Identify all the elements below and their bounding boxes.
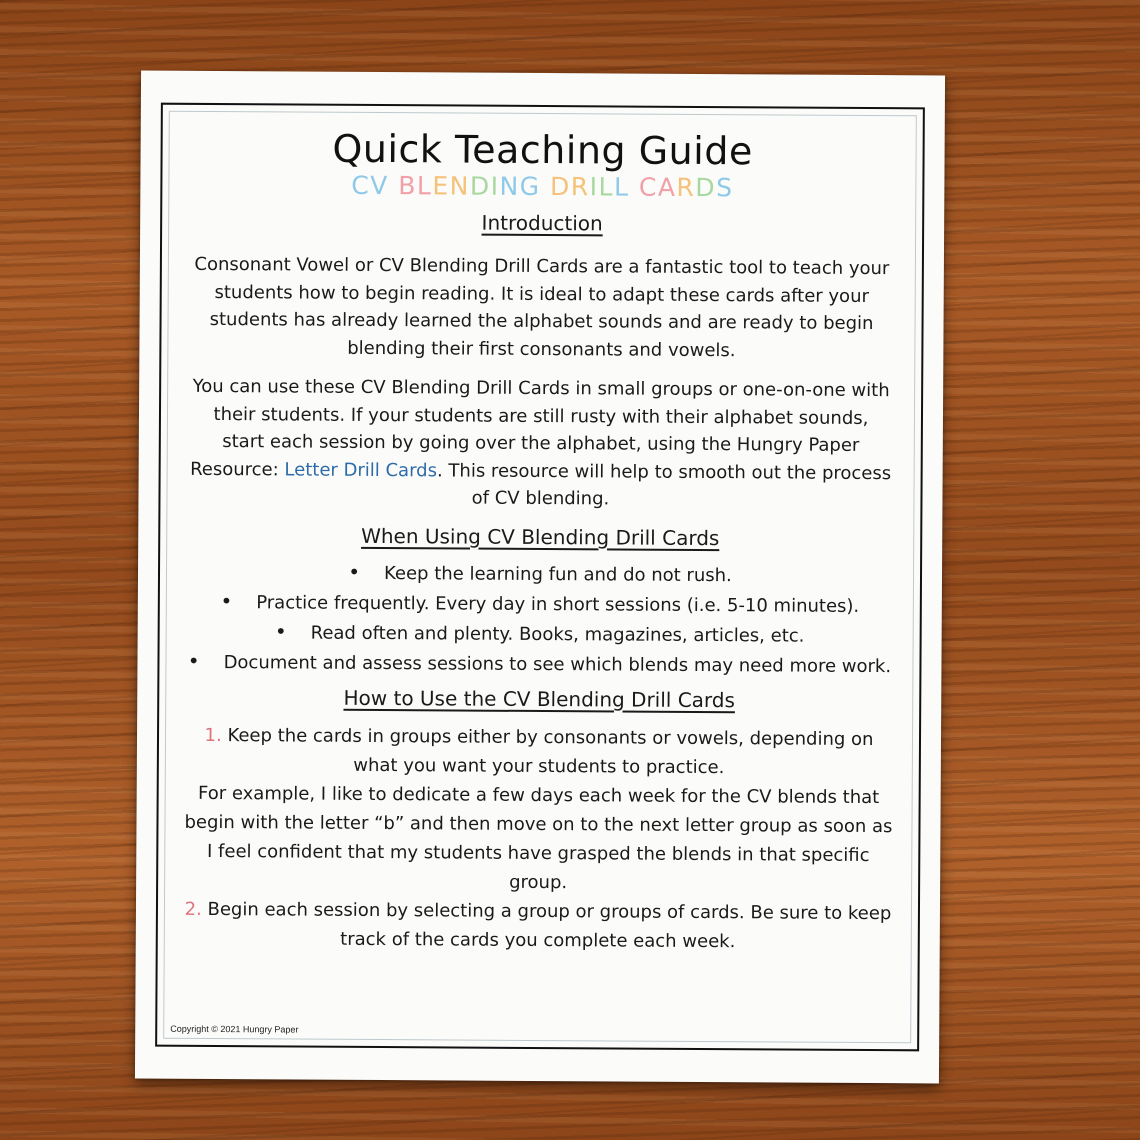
- how-to-use-heading: How to Use the CV Blending Drill Cards: [343, 685, 736, 712]
- subtitle-letter: C: [351, 170, 371, 200]
- letter-drill-cards-link[interactable]: Letter Drill Cards: [284, 458, 438, 481]
- intro-paragraph-2-end: . This resource will help to smooth out the process of CV blending.: [436, 459, 892, 510]
- intro-paragraph-2-start: You can use these CV Blending Drill Cards in small groups or one-on-one with their students. If your students are still rusty with their alphabet sounds, start each session by going over the alphabet, using the Hungry Paper Resource:: [190, 375, 890, 480]
- subtitle-letter: C: [638, 172, 658, 202]
- intro-paragraph-2: [177, 373, 904, 515]
- subtitle-letter: I: [490, 171, 500, 201]
- page-border: [155, 103, 925, 1052]
- subtitle-letter: D: [695, 172, 717, 203]
- list-item: • Practice frequently. Every day in short sessions (i.e. 5-10 minutes).: [187, 586, 893, 620]
- subtitle-letter: D: [549, 172, 571, 202]
- step-1-number: 1.: [204, 724, 222, 746]
- subtitle-letter: R: [676, 172, 696, 202]
- page-subtitle: [179, 170, 905, 203]
- subtitle-letter: I: [589, 172, 599, 202]
- subtitle-letter: G: [519, 171, 541, 201]
- subtitle-letter: R: [570, 172, 590, 202]
- tips-list: [176, 556, 903, 680]
- subtitle-letter: N: [499, 171, 520, 201]
- step-2: [175, 894, 901, 956]
- subtitle-letter: E: [432, 171, 450, 201]
- step-1-example: For example, I like to dedicate a few days each week for the CV blends that begin with the letter “b” and then move on to the next letter group as soon as I feel confident that my students have grasped the blends in that specific group.: [184, 782, 893, 893]
- page-content: [175, 122, 906, 957]
- subtitle-letter: [389, 171, 399, 200]
- subtitle-letter: L: [598, 172, 615, 202]
- list-item: • Read often and plenty. Books, magazines, articles, etc.: [187, 616, 893, 650]
- list-item: • Keep the learning fun and do not rush.: [187, 556, 893, 590]
- step-2-text: Begin each session by selecting a group or groups of cards. Be sure to keep track of the cards you complete each week.: [207, 898, 892, 952]
- subtitle-letter: D: [469, 171, 491, 201]
- subtitle-letter: B: [398, 171, 418, 201]
- subtitle-letter: L: [613, 172, 630, 202]
- step-2-number: 2.: [184, 898, 202, 920]
- step-1: [176, 720, 902, 782]
- subtitle-letter: [629, 173, 639, 202]
- when-using-heading: When Using CV Blending Drill Cards: [361, 523, 720, 550]
- subtitle-letter: L: [416, 171, 433, 201]
- copyright-notice: Copyright © 2021 Hungry Paper: [170, 1023, 299, 1035]
- page-inner-border: [163, 111, 917, 1044]
- introduction-heading: Introduction: [481, 210, 603, 236]
- subtitle-letter: A: [657, 172, 677, 202]
- worksheet-paper: [135, 71, 945, 1084]
- subtitle-letter: V: [370, 170, 389, 201]
- step-1-text: Keep the cards in groups either by consonants or vowels, depending on what you want your students to practice.: [227, 724, 874, 778]
- subtitle-letter: N: [449, 171, 470, 201]
- subtitle-letter: S: [716, 173, 734, 203]
- intro-paragraph-1: Consonant Vowel or CV Blending Drill Cards are a fantastic tool to teach your students how to begin reading. It is ideal to adapt these cards after your students has already learned the alphabet sounds and are ready to begin blending their first consonants and vowels.: [194, 253, 890, 361]
- list-item: • Document and assess sessions to see which blends may need more work.: [186, 646, 892, 680]
- page-title: Quick Teaching Guide: [332, 126, 753, 174]
- subtitle-letter: [541, 172, 551, 201]
